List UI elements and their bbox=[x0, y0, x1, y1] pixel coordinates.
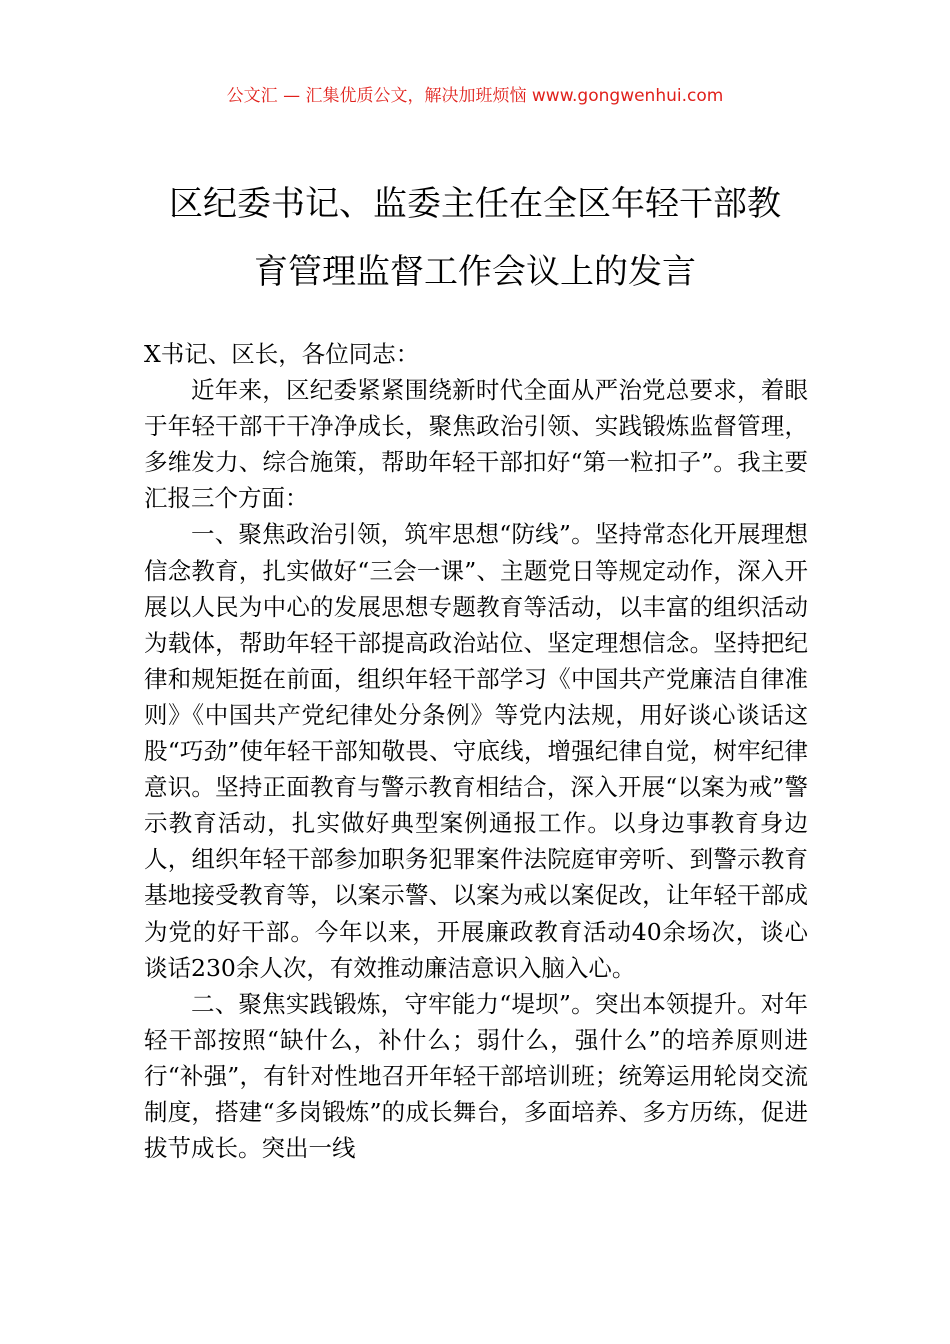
document-body bbox=[144, 336, 808, 1166]
title-line-1: 区纪委书记、监委主任在全区年轻干部教 bbox=[169, 184, 781, 224]
paragraph-intro: 近年来，区纪委紧紧围绕新时代全面从严治党总要求，着眼于年轻干部干干净净成长，聚焦政治引领、实践锻炼监督管理，多维发力、综合施策，帮助年轻干部扣好“第一粒扣子”。我主要汇报三个方面： bbox=[144, 376, 808, 513]
watermark-header: 公文汇 — 汇集优质公文，解决加班烦恼 www.gongwenhui.com bbox=[226, 86, 724, 106]
title-line-2: 育管理监督工作会议上的发言 bbox=[254, 252, 696, 292]
document-title bbox=[110, 170, 840, 306]
salutation: X书记、区长，各位同志： bbox=[144, 340, 420, 368]
paragraph-section-1: 一、聚焦政治引领，筑牢思想“防线”。坚持常态化开展理想信念教育，扎实做好“三会一课”、主题党日等规定动作，深入开展以人民为中心的发展思想专题教育等活动，以丰富的组织活动为载体，帮助年轻干部提高政治站位、坚定理想信念。坚持把纪律和规矩挺在前面，组织年轻干部学习《中国共产党廉洁自律准则》《中国共产党纪律处分条例》等党内法规，用好谈心谈话这股“巧劲”使年轻干部知敬畏、守底线，增强纪律自觉，树牢纪律意识。坚持正面教育与警示教育相结合，深入开展“以案为戒”警示教育活动，扎实做好典型案例通报工作。以身边事教育身边人，组织年轻干部参加职务犯罪案件法院庭审旁听、到警示教育基地接受教育等，以案示警、以案为戒以案促改，让年轻干部成为党的好干部。今年以来，开展廉政教育活动40余场次，谈心谈话230余人次，有效推动廉洁意识入脑入心。 bbox=[144, 520, 808, 982]
paragraph-section-2: 二、聚焦实践锻炼，守牢能力“堤坝”。突出本领提升。对年轻干部按照“缺什么，补什么；弱什么，强什么”的培养原则进行“补强”，有针对性地召开年轻干部培训班；统筹运用轮岗交流制度，搭建“多岗锻炼”的成长舞台，多面培养、多方历练，促进拔节成长。突出一线 bbox=[144, 989, 808, 1163]
